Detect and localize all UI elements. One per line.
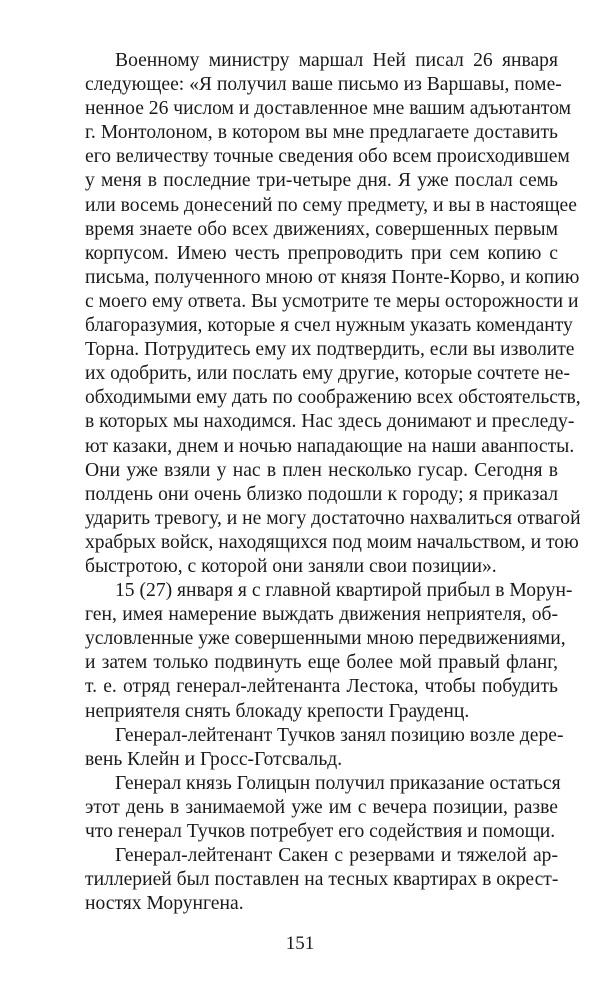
text-line: следующее: «Я получил ваше письмо из Варшавы, поме-	[85, 74, 562, 96]
text-line: Генерал-лейтенант Сакен с резервами и тяжелой ар-	[115, 845, 558, 867]
text-line: благоразумия, которые я счел нужным указать коменданту	[85, 315, 573, 337]
text-line: письма, полученного мною от князя Понте-Корво, и копию	[85, 266, 580, 288]
paragraph	[85, 844, 558, 916]
text-line: их одобрить, или послать ему другие, которые сочтете не-	[85, 363, 571, 385]
text-line: Генерал князь Голицын получил приказание остаться	[115, 772, 561, 794]
text-line: неприятеля снять блокаду крепости Грауденц.	[85, 700, 470, 722]
text-line: 15 (27) января я с главной квартирой прибыл в Морун-	[115, 580, 573, 602]
page-number: 151	[285, 933, 315, 954]
paragraph	[85, 49, 581, 579]
text-line: с моего ему ответа. Вы усмотрите те меры осторожности и	[85, 290, 579, 312]
text-line: ностях Морунгена.	[85, 893, 244, 915]
text-line: полдень они очень близко подошли к городу; я приказал	[85, 483, 558, 505]
text-line: ген, имея намерение выждать движения неприятеля, об-	[85, 604, 558, 626]
text-line: условленные уже совершенными мною передвижениями,	[85, 628, 566, 650]
text-line: его величеству точные сведения обо всем происходившем	[85, 146, 570, 168]
text-line: ненное 26 числом и доставленное мне вашим адъютантом	[85, 98, 572, 120]
text-line: вень Клейн и Гросс-Готсвальд.	[85, 748, 343, 770]
text-line: этот день в занимаемой уже им с вечера позиции, разве	[85, 796, 558, 818]
text-line: ударить тревогу, и не могу достаточно нахвалиться отвагой	[85, 507, 581, 529]
text-line: ют казаки, днем и ночью нападающие на наши аванпосты.	[85, 435, 575, 457]
text-line: и затем только подвинуть еще более мой правый фланг,	[85, 652, 558, 674]
text-line: корпусом. Имею честь препроводить при сем копию с	[85, 242, 558, 264]
text-line: Они уже взяли у нас в плен несколько гусар. Сегодня в	[85, 459, 558, 481]
text-line: обходимыми ему дать по соображению всех обстоятельств,	[85, 387, 581, 409]
text-line: быстротою, с которой они заняли свои позиции».	[85, 555, 497, 577]
text-line: храбрых войск, находящихся под моим начальством, и тою	[85, 531, 579, 553]
text-line: у меня в последние три-четыре дня. Я уже послал семь	[85, 170, 558, 192]
page-body-text	[85, 49, 581, 916]
paragraph	[85, 724, 564, 772]
text-line: Торна. Потрудитесь ему их подтвердить, если вы изволите	[85, 339, 575, 361]
text-line: тиллерией был поставлен на тесных квартирах в окрест-	[85, 869, 559, 891]
text-line: т. е. отряд генерал-лейтенанта Лестока, чтобы побудить	[85, 676, 558, 698]
text-line: Генерал-лейтенант Тучков занял позицию возле дере-	[115, 724, 564, 746]
text-line: в которых мы находимся. Нас здесь донимают и преследу-	[85, 411, 575, 433]
text-line: время знаете обо всех движениях, совершенных первым	[85, 218, 558, 240]
text-line: или восемь донесений по сему предмету, и вы в настоящее	[85, 194, 577, 216]
text-line: что генерал Тучков потребует его содействия и помощи.	[85, 821, 556, 842]
text-line: г. Монтолоном, в котором вы мне предлагаете доставить	[85, 122, 558, 144]
paragraph	[85, 772, 561, 844]
text-line: Военному министру маршал Ней писал 26 января	[115, 50, 558, 71]
paragraph	[85, 579, 573, 724]
